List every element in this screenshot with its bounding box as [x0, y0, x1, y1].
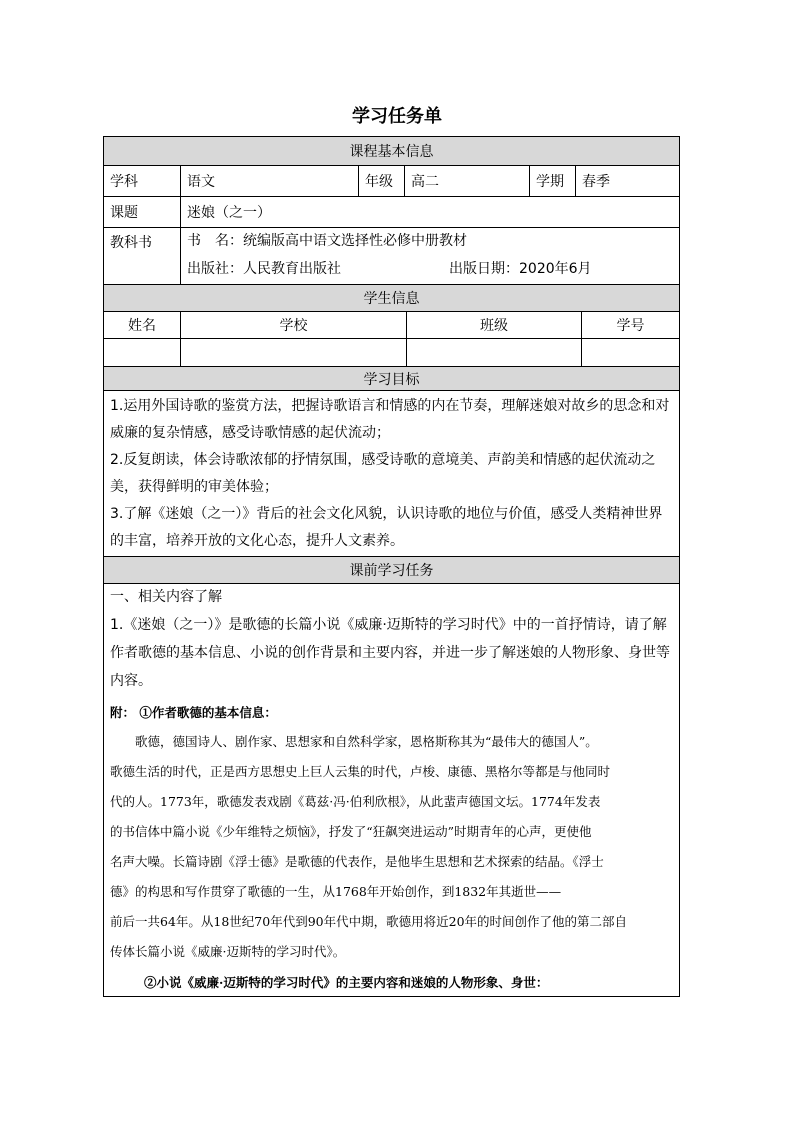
goethe-line-6: 德》的构思和写作贯穿了歌德的一生，从1768年开始创作，到1832年其逝世——: [110, 884, 562, 899]
goal-item-3: 3.了解《迷娘（之一）》背后的社会文化风貌，认识诗歌的地位与价值，感受人类精神世界的丰富，培养开放的文化心态，提升人文素养。: [110, 506, 663, 549]
task-1: 1.《迷娘（之一）》是歌德的长篇小说《威廉·迈斯特的学习时代》中的一首抒情诗，请了解作者歌德的基本信息、小说的创作背景和主要内容，并进一步了解迷娘的人物形象、身世等内容。: [110, 617, 670, 689]
col-name: 姓名: [128, 318, 156, 334]
appendix-note: [104, 699, 679, 997]
topic-label: 课题: [110, 205, 138, 221]
goal-item-2: 2.反复朗读，体会诗歌浓郁的抒情氛围，感受诗歌的意境美、声韵美和情感的起伏流动之美，获得鲜明的审美体验；: [110, 452, 656, 495]
section-heading: 一、相关内容了解: [110, 589, 222, 605]
name-field[interactable]: [104, 339, 180, 366]
goals-header: 学习目标: [104, 367, 679, 390]
student-info-header-row: [104, 284, 679, 311]
col-student-id: 学号: [581, 312, 679, 338]
goethe-line-3: 代的人。1773年，歌德发表戏剧《葛兹·冯·伯利欣根》，从此蜚声德国文坛。1774年发表: [110, 794, 601, 809]
goethe-line-5: 名声大噪。长篇诗剧《浮士德》是歌德的代表作，是他毕生思想和艺术探索的结晶。《浮士: [110, 854, 604, 869]
goethe-line-7: 前后一共64年。从18世纪70年代到90年代中期，歌德用将近20年的时间创作了他的第二部自: [110, 914, 628, 929]
goal-item-1: 1.运用外国诗歌的鉴赏方法，把握诗歌语言和情感的内在节奏，理解迷娘对故乡的思念和对威廉的复杂情感，感受诗歌情感的起伏流动；: [110, 398, 670, 441]
textbook-publish-line: [187, 258, 673, 278]
textbook-name: 书 名：统编版高中语文选择性必修中册教材: [187, 233, 467, 249]
student-columns-row: [104, 311, 679, 338]
grade-value: 高二: [404, 166, 529, 196]
course-info-header: 课程基本信息: [104, 137, 679, 165]
class-field[interactable]: [406, 339, 581, 366]
col-school: 学校: [180, 312, 406, 338]
school-field[interactable]: [180, 339, 406, 366]
page-title: 学习任务单: [352, 106, 442, 127]
pre-class-content: [104, 584, 679, 996]
publisher: 出版社：人民教育出版社: [187, 261, 341, 277]
student-input-row: [104, 338, 679, 366]
textbook-label: 教科书: [110, 235, 152, 251]
pre-class-header: 课前学习任务: [104, 557, 679, 583]
course-info-header-row: [104, 137, 679, 165]
term-value: 春季: [575, 166, 679, 196]
grade-label: 年级: [358, 166, 404, 196]
goals-list: [104, 391, 679, 556]
goethe-line-2: 歌德生活的时代，正是西方思想史上巨人云集的时代，卢梭、康德、黑格尔等都是与他同时: [110, 764, 611, 779]
term-label: 学期: [529, 166, 575, 196]
item-2-title: ②小说《威廉·迈斯特的学习时代》的主要内容和迷娘的人物形象、身世：: [144, 975, 549, 990]
pre-class-content-row: [104, 583, 679, 996]
goethe-line-1: 歌德，德国诗人、剧作家、思想家和自然科学家，恩格斯称其为“最伟大的德国人”。: [110, 734, 598, 749]
goals-header-row: [104, 366, 679, 390]
pre-class-header-row: [104, 556, 679, 583]
subject-label: 学科: [110, 174, 138, 190]
publish-date: 出版日期：2020年6月: [449, 261, 592, 277]
textbook-row: [104, 227, 679, 284]
goals-content-row: [104, 390, 679, 556]
student-info-header: 学生信息: [104, 285, 679, 311]
task-sheet-table: [103, 136, 680, 997]
goethe-info: [110, 727, 673, 967]
course-meta-row: [104, 165, 679, 196]
student-id-field[interactable]: [581, 339, 679, 366]
col-class: 班级: [406, 312, 581, 338]
textbook-details: [180, 228, 679, 284]
topic-row: [104, 196, 679, 227]
subject-value: 语文: [180, 166, 358, 196]
goethe-line-8: 传体长篇小说《威廉·迈斯特的学习时代》。: [110, 944, 346, 959]
appendix-title: 附： ①作者歌德的基本信息：: [110, 705, 277, 720]
goethe-line-4: 的书信体中篇小说《少年维特之烦恼》，抒发了“狂飙突进运动”时期青年的心声，更使他: [110, 824, 592, 839]
topic-value: 迷娘（之一）: [180, 197, 679, 227]
